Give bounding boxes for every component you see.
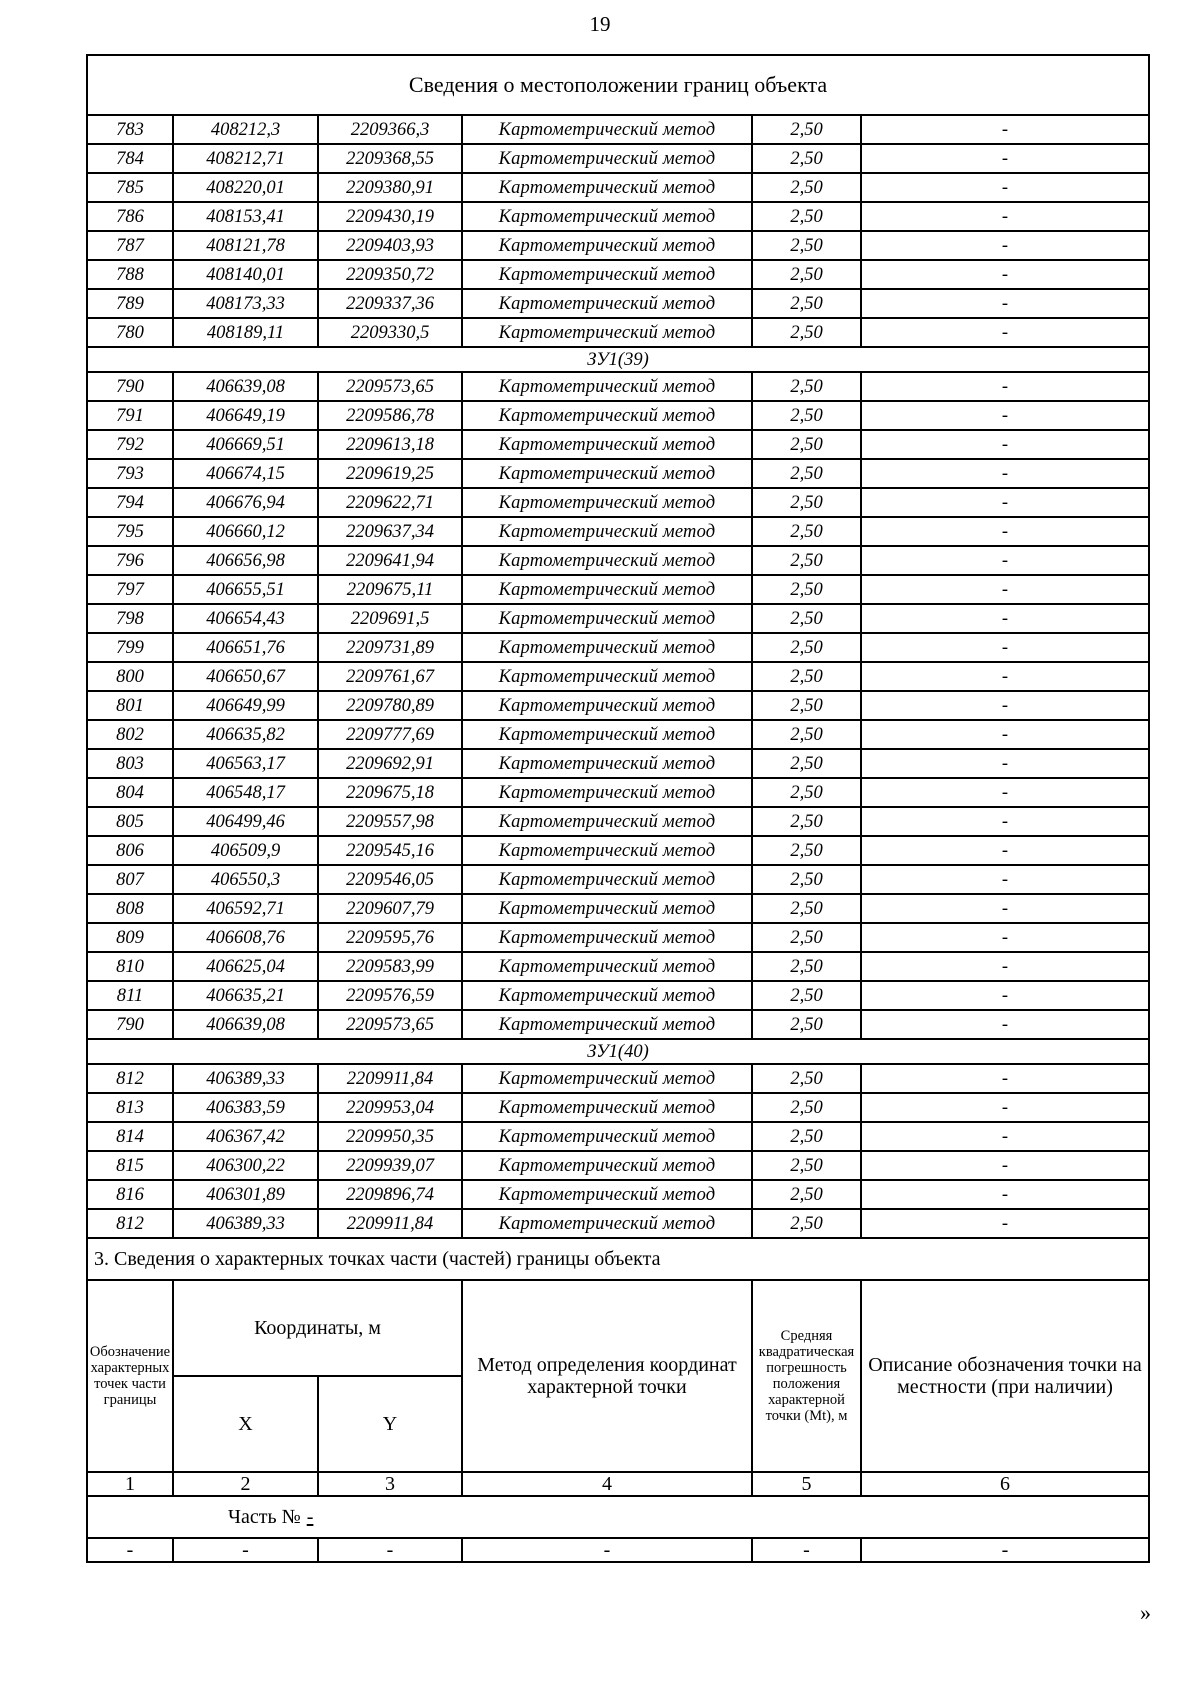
coord-x: 406656,98 bbox=[173, 546, 318, 575]
point-number: 790 bbox=[87, 372, 173, 401]
table-row bbox=[87, 115, 1149, 144]
point-number: 808 bbox=[87, 894, 173, 923]
table-row bbox=[87, 865, 1149, 894]
column-number: 2 bbox=[173, 1472, 318, 1496]
description: - bbox=[861, 289, 1149, 318]
point-number: 805 bbox=[87, 807, 173, 836]
table-row bbox=[87, 836, 1149, 865]
table-row bbox=[87, 144, 1149, 173]
table-row bbox=[87, 720, 1149, 749]
point-number: 790 bbox=[87, 1010, 173, 1039]
coord-x: 406301,89 bbox=[173, 1180, 318, 1209]
empty-cell: - bbox=[752, 1538, 861, 1562]
table-row bbox=[87, 517, 1149, 546]
mean-error: 2,50 bbox=[752, 952, 861, 981]
column-number: 6 bbox=[861, 1472, 1149, 1496]
point-number: 807 bbox=[87, 865, 173, 894]
point-number: 787 bbox=[87, 231, 173, 260]
method: Картометрический метод bbox=[462, 604, 752, 633]
method: Картометрический метод bbox=[462, 633, 752, 662]
coord-x: 406550,3 bbox=[173, 865, 318, 894]
description: - bbox=[861, 1209, 1149, 1238]
method: Картометрический метод bbox=[462, 981, 752, 1010]
mean-error: 2,50 bbox=[752, 459, 861, 488]
table-row bbox=[87, 894, 1149, 923]
point-number: 812 bbox=[87, 1209, 173, 1238]
mean-error: 2,50 bbox=[752, 923, 861, 952]
coord-x: 406300,22 bbox=[173, 1151, 318, 1180]
coord-x: 408189,11 bbox=[173, 318, 318, 347]
coord-x: 406650,67 bbox=[173, 662, 318, 691]
description: - bbox=[861, 318, 1149, 347]
coord-x: 406669,51 bbox=[173, 430, 318, 459]
mean-error: 2,50 bbox=[752, 372, 861, 401]
point-number: 806 bbox=[87, 836, 173, 865]
description: - bbox=[861, 633, 1149, 662]
description: - bbox=[861, 662, 1149, 691]
coord-x: 406548,17 bbox=[173, 778, 318, 807]
header-x: X bbox=[173, 1376, 318, 1472]
column-number: 1 bbox=[87, 1472, 173, 1496]
mean-error: 2,50 bbox=[752, 633, 861, 662]
coord-y: 2209911,84 bbox=[318, 1209, 462, 1238]
method: Картометрический метод bbox=[462, 807, 752, 836]
table-row bbox=[87, 749, 1149, 778]
coord-x: 406649,99 bbox=[173, 691, 318, 720]
empty-cell: - bbox=[861, 1538, 1149, 1562]
description: - bbox=[861, 865, 1149, 894]
method: Картометрический метод bbox=[462, 231, 752, 260]
part-row bbox=[87, 1496, 1149, 1538]
point-number: 800 bbox=[87, 662, 173, 691]
description: - bbox=[861, 836, 1149, 865]
coord-y: 2209380,91 bbox=[318, 173, 462, 202]
method: Картометрический метод bbox=[462, 401, 752, 430]
method: Картометрический метод bbox=[462, 488, 752, 517]
coord-y: 2209573,65 bbox=[318, 1010, 462, 1039]
method: Картометрический метод bbox=[462, 372, 752, 401]
coord-x: 406592,71 bbox=[173, 894, 318, 923]
table-row bbox=[87, 1180, 1149, 1209]
mean-error: 2,50 bbox=[752, 749, 861, 778]
method: Картометрический метод bbox=[462, 1209, 752, 1238]
part-cell bbox=[87, 1496, 1149, 1538]
method: Картометрический метод bbox=[462, 459, 752, 488]
section3-title-row bbox=[87, 1238, 1149, 1280]
coord-x: 406635,82 bbox=[173, 720, 318, 749]
description: - bbox=[861, 981, 1149, 1010]
boundary-table bbox=[86, 54, 1150, 1563]
table-row bbox=[87, 546, 1149, 575]
table-row bbox=[87, 430, 1149, 459]
description: - bbox=[861, 459, 1149, 488]
mean-error: 2,50 bbox=[752, 778, 861, 807]
mean-error: 2,50 bbox=[752, 1151, 861, 1180]
coord-y: 2209350,72 bbox=[318, 260, 462, 289]
mean-error: 2,50 bbox=[752, 1064, 861, 1093]
coord-x: 408173,33 bbox=[173, 289, 318, 318]
coord-y: 2209675,11 bbox=[318, 575, 462, 604]
coord-y: 2209641,94 bbox=[318, 546, 462, 575]
point-number: 813 bbox=[87, 1093, 173, 1122]
mean-error: 2,50 bbox=[752, 289, 861, 318]
table-row bbox=[87, 231, 1149, 260]
mean-error: 2,50 bbox=[752, 720, 861, 749]
point-number: 801 bbox=[87, 691, 173, 720]
section3-header-row bbox=[87, 1280, 1149, 1376]
table-row bbox=[87, 1209, 1149, 1238]
table-row bbox=[87, 981, 1149, 1010]
part-number: - bbox=[306, 1505, 314, 1528]
description: - bbox=[861, 401, 1149, 430]
description: - bbox=[861, 372, 1149, 401]
table-row bbox=[87, 778, 1149, 807]
table-row bbox=[87, 662, 1149, 691]
table-title-row bbox=[87, 55, 1149, 115]
mean-error: 2,50 bbox=[752, 1093, 861, 1122]
group-label: ЗУ1(40) bbox=[87, 1039, 1149, 1064]
coord-y: 2209337,36 bbox=[318, 289, 462, 318]
description: - bbox=[861, 430, 1149, 459]
description: - bbox=[861, 202, 1149, 231]
table-row bbox=[87, 1151, 1149, 1180]
method: Картометрический метод bbox=[462, 1010, 752, 1039]
method: Картометрический метод bbox=[462, 546, 752, 575]
part-label: Часть № bbox=[228, 1505, 301, 1528]
coord-x: 406383,59 bbox=[173, 1093, 318, 1122]
coord-y: 2209607,79 bbox=[318, 894, 462, 923]
method: Картометрический метод bbox=[462, 662, 752, 691]
method: Картометрический метод bbox=[462, 894, 752, 923]
column-numbers-row bbox=[87, 1472, 1149, 1496]
point-number: 795 bbox=[87, 517, 173, 546]
coord-x: 406674,15 bbox=[173, 459, 318, 488]
mean-error: 2,50 bbox=[752, 144, 861, 173]
mean-error: 2,50 bbox=[752, 260, 861, 289]
description: - bbox=[861, 115, 1149, 144]
coord-y: 2209619,25 bbox=[318, 459, 462, 488]
point-number: 804 bbox=[87, 778, 173, 807]
point-number: 799 bbox=[87, 633, 173, 662]
point-number: 796 bbox=[87, 546, 173, 575]
table-row bbox=[87, 289, 1149, 318]
empty-cell: - bbox=[173, 1538, 318, 1562]
method: Картометрический метод bbox=[462, 865, 752, 894]
point-number: 811 bbox=[87, 981, 173, 1010]
mean-error: 2,50 bbox=[752, 488, 861, 517]
method: Картометрический метод bbox=[462, 1180, 752, 1209]
coord-x: 406608,76 bbox=[173, 923, 318, 952]
group-header-row bbox=[87, 347, 1149, 372]
description: - bbox=[861, 517, 1149, 546]
table-title: Сведения о местоположении границ объекта bbox=[87, 55, 1149, 115]
coord-x: 408140,01 bbox=[173, 260, 318, 289]
table-row bbox=[87, 372, 1149, 401]
coord-x: 406389,33 bbox=[173, 1209, 318, 1238]
coord-x: 406635,21 bbox=[173, 981, 318, 1010]
method: Картометрический метод bbox=[462, 749, 752, 778]
coord-y: 2209780,89 bbox=[318, 691, 462, 720]
header-mean-error: Средняя квадратическая погрешность положения характерной точки (Mt), м bbox=[752, 1280, 861, 1472]
method: Картометрический метод bbox=[462, 318, 752, 347]
coord-x: 406639,08 bbox=[173, 372, 318, 401]
table-row bbox=[87, 1010, 1149, 1039]
description: - bbox=[861, 1151, 1149, 1180]
description: - bbox=[861, 488, 1149, 517]
mean-error: 2,50 bbox=[752, 981, 861, 1010]
mean-error: 2,50 bbox=[752, 1010, 861, 1039]
method: Картометрический метод bbox=[462, 923, 752, 952]
method: Картометрический метод bbox=[462, 1093, 752, 1122]
coord-y: 2209675,18 bbox=[318, 778, 462, 807]
method: Картометрический метод bbox=[462, 260, 752, 289]
method: Картометрический метод bbox=[462, 173, 752, 202]
description: - bbox=[861, 546, 1149, 575]
point-number: 786 bbox=[87, 202, 173, 231]
coord-x: 406563,17 bbox=[173, 749, 318, 778]
coord-y: 2209545,16 bbox=[318, 836, 462, 865]
mean-error: 2,50 bbox=[752, 115, 861, 144]
description: - bbox=[861, 1064, 1149, 1093]
description: - bbox=[861, 952, 1149, 981]
coord-y: 2209586,78 bbox=[318, 401, 462, 430]
coord-x: 406639,08 bbox=[173, 1010, 318, 1039]
description: - bbox=[861, 894, 1149, 923]
coord-y: 2209583,99 bbox=[318, 952, 462, 981]
point-number: 812 bbox=[87, 1064, 173, 1093]
method: Картометрический метод bbox=[462, 720, 752, 749]
table-row bbox=[87, 575, 1149, 604]
coord-y: 2209573,65 bbox=[318, 372, 462, 401]
mean-error: 2,50 bbox=[752, 1122, 861, 1151]
table-row bbox=[87, 807, 1149, 836]
table-row bbox=[87, 318, 1149, 347]
column-number: 4 bbox=[462, 1472, 752, 1496]
point-number: 789 bbox=[87, 289, 173, 318]
method: Картометрический метод bbox=[462, 1064, 752, 1093]
method: Картометрический метод bbox=[462, 144, 752, 173]
description: - bbox=[861, 604, 1149, 633]
coord-x: 408121,78 bbox=[173, 231, 318, 260]
coord-x: 408220,01 bbox=[173, 173, 318, 202]
description: - bbox=[861, 1093, 1149, 1122]
coord-y: 2209622,71 bbox=[318, 488, 462, 517]
method: Картометрический метод bbox=[462, 115, 752, 144]
coord-y: 2209366,3 bbox=[318, 115, 462, 144]
table-row bbox=[87, 1122, 1149, 1151]
coord-y: 2209691,5 bbox=[318, 604, 462, 633]
method: Картометрический метод bbox=[462, 778, 752, 807]
coord-y: 2209896,74 bbox=[318, 1180, 462, 1209]
mean-error: 2,50 bbox=[752, 318, 861, 347]
table-row bbox=[87, 604, 1149, 633]
header-method: Метод определения координат характерной точки bbox=[462, 1280, 752, 1472]
coord-x: 406367,42 bbox=[173, 1122, 318, 1151]
coord-y: 2209731,89 bbox=[318, 633, 462, 662]
coord-y: 2209330,5 bbox=[318, 318, 462, 347]
empty-cell: - bbox=[318, 1538, 462, 1562]
point-number: 797 bbox=[87, 575, 173, 604]
table-row bbox=[87, 633, 1149, 662]
description: - bbox=[861, 778, 1149, 807]
point-number: 794 bbox=[87, 488, 173, 517]
method: Картометрический метод bbox=[462, 836, 752, 865]
coord-x: 406509,9 bbox=[173, 836, 318, 865]
coord-y: 2209557,98 bbox=[318, 807, 462, 836]
table-row bbox=[87, 173, 1149, 202]
mean-error: 2,50 bbox=[752, 691, 861, 720]
method: Картометрический метод bbox=[462, 430, 752, 459]
description: - bbox=[861, 260, 1149, 289]
empty-data-row bbox=[87, 1538, 1149, 1562]
method: Картометрический метод bbox=[462, 1151, 752, 1180]
coord-x: 406676,94 bbox=[173, 488, 318, 517]
mean-error: 2,50 bbox=[752, 430, 861, 459]
mean-error: 2,50 bbox=[752, 807, 861, 836]
coord-y: 2209777,69 bbox=[318, 720, 462, 749]
description: - bbox=[861, 173, 1149, 202]
point-number: 798 bbox=[87, 604, 173, 633]
coord-y: 2209939,07 bbox=[318, 1151, 462, 1180]
description: - bbox=[861, 1122, 1149, 1151]
point-number: 810 bbox=[87, 952, 173, 981]
table-row bbox=[87, 459, 1149, 488]
description: - bbox=[861, 1010, 1149, 1039]
table-row bbox=[87, 488, 1149, 517]
table-row bbox=[87, 202, 1149, 231]
coord-y: 2209430,19 bbox=[318, 202, 462, 231]
table-row bbox=[87, 1064, 1149, 1093]
description: - bbox=[861, 1180, 1149, 1209]
coord-y: 2209368,55 bbox=[318, 144, 462, 173]
mean-error: 2,50 bbox=[752, 604, 861, 633]
method: Картометрический метод bbox=[462, 952, 752, 981]
mean-error: 2,50 bbox=[752, 662, 861, 691]
point-number: 785 bbox=[87, 173, 173, 202]
coord-y: 2209546,05 bbox=[318, 865, 462, 894]
column-number: 5 bbox=[752, 1472, 861, 1496]
point-number: 814 bbox=[87, 1122, 173, 1151]
empty-cell: - bbox=[462, 1538, 752, 1562]
closing-quote: » bbox=[1140, 1600, 1151, 1625]
coord-y: 2209953,04 bbox=[318, 1093, 462, 1122]
header-point-designation: Обозначение характерных точек части границы bbox=[87, 1280, 173, 1472]
mean-error: 2,50 bbox=[752, 1209, 861, 1238]
point-number: 793 bbox=[87, 459, 173, 488]
mean-error: 2,50 bbox=[752, 231, 861, 260]
point-number: 809 bbox=[87, 923, 173, 952]
mean-error: 2,50 bbox=[752, 836, 861, 865]
table-row bbox=[87, 401, 1149, 430]
description: - bbox=[861, 720, 1149, 749]
point-number: 815 bbox=[87, 1151, 173, 1180]
coord-x: 406660,12 bbox=[173, 517, 318, 546]
description: - bbox=[861, 807, 1149, 836]
coord-y: 2209911,84 bbox=[318, 1064, 462, 1093]
method: Картометрический метод bbox=[462, 517, 752, 546]
table-row bbox=[87, 923, 1149, 952]
section3-title: 3. Сведения о характерных точках части (частей) границы объекта bbox=[87, 1238, 1149, 1280]
coord-x: 406651,76 bbox=[173, 633, 318, 662]
coord-y: 2209595,76 bbox=[318, 923, 462, 952]
mean-error: 2,50 bbox=[752, 865, 861, 894]
description: - bbox=[861, 923, 1149, 952]
point-number: 783 bbox=[87, 115, 173, 144]
description: - bbox=[861, 691, 1149, 720]
empty-cell: - bbox=[87, 1538, 173, 1562]
coord-y: 2209950,35 bbox=[318, 1122, 462, 1151]
coord-x: 408153,41 bbox=[173, 202, 318, 231]
point-number: 791 bbox=[87, 401, 173, 430]
coord-x: 406655,51 bbox=[173, 575, 318, 604]
point-number: 788 bbox=[87, 260, 173, 289]
mean-error: 2,50 bbox=[752, 546, 861, 575]
table-row bbox=[87, 952, 1149, 981]
mean-error: 2,50 bbox=[752, 517, 861, 546]
header-coordinates: Координаты, м bbox=[173, 1280, 462, 1376]
coord-y: 2209761,67 bbox=[318, 662, 462, 691]
point-number: 816 bbox=[87, 1180, 173, 1209]
point-number: 784 bbox=[87, 144, 173, 173]
mean-error: 2,50 bbox=[752, 894, 861, 923]
coord-x: 408212,3 bbox=[173, 115, 318, 144]
mean-error: 2,50 bbox=[752, 575, 861, 604]
group-label: ЗУ1(39) bbox=[87, 347, 1149, 372]
coord-x: 408212,71 bbox=[173, 144, 318, 173]
method: Картометрический метод bbox=[462, 1122, 752, 1151]
header-y: Y bbox=[318, 1376, 462, 1472]
coord-x: 406649,19 bbox=[173, 401, 318, 430]
coord-x: 406389,33 bbox=[173, 1064, 318, 1093]
description: - bbox=[861, 231, 1149, 260]
column-number: 3 bbox=[318, 1472, 462, 1496]
coord-x: 406625,04 bbox=[173, 952, 318, 981]
coord-y: 2209576,59 bbox=[318, 981, 462, 1010]
mean-error: 2,50 bbox=[752, 173, 861, 202]
table-row bbox=[87, 260, 1149, 289]
page-number: 19 bbox=[589, 12, 611, 36]
group-header-row bbox=[87, 1039, 1149, 1064]
coord-y: 2209403,93 bbox=[318, 231, 462, 260]
point-number: 802 bbox=[87, 720, 173, 749]
description: - bbox=[861, 144, 1149, 173]
table-row bbox=[87, 691, 1149, 720]
mean-error: 2,50 bbox=[752, 401, 861, 430]
method: Картометрический метод bbox=[462, 691, 752, 720]
method: Картометрический метод bbox=[462, 289, 752, 318]
mean-error: 2,50 bbox=[752, 202, 861, 231]
point-number: 803 bbox=[87, 749, 173, 778]
description: - bbox=[861, 575, 1149, 604]
coord-x: 406654,43 bbox=[173, 604, 318, 633]
description: - bbox=[861, 749, 1149, 778]
point-number: 780 bbox=[87, 318, 173, 347]
coord-y: 2209692,91 bbox=[318, 749, 462, 778]
coord-x: 406499,46 bbox=[173, 807, 318, 836]
table-row bbox=[87, 1093, 1149, 1122]
coord-y: 2209613,18 bbox=[318, 430, 462, 459]
header-description: Описание обозначения точки на местности (при наличии) bbox=[861, 1280, 1149, 1472]
method: Картометрический метод bbox=[462, 202, 752, 231]
mean-error: 2,50 bbox=[752, 1180, 861, 1209]
coord-y: 2209637,34 bbox=[318, 517, 462, 546]
method: Картометрический метод bbox=[462, 575, 752, 604]
point-number: 792 bbox=[87, 430, 173, 459]
